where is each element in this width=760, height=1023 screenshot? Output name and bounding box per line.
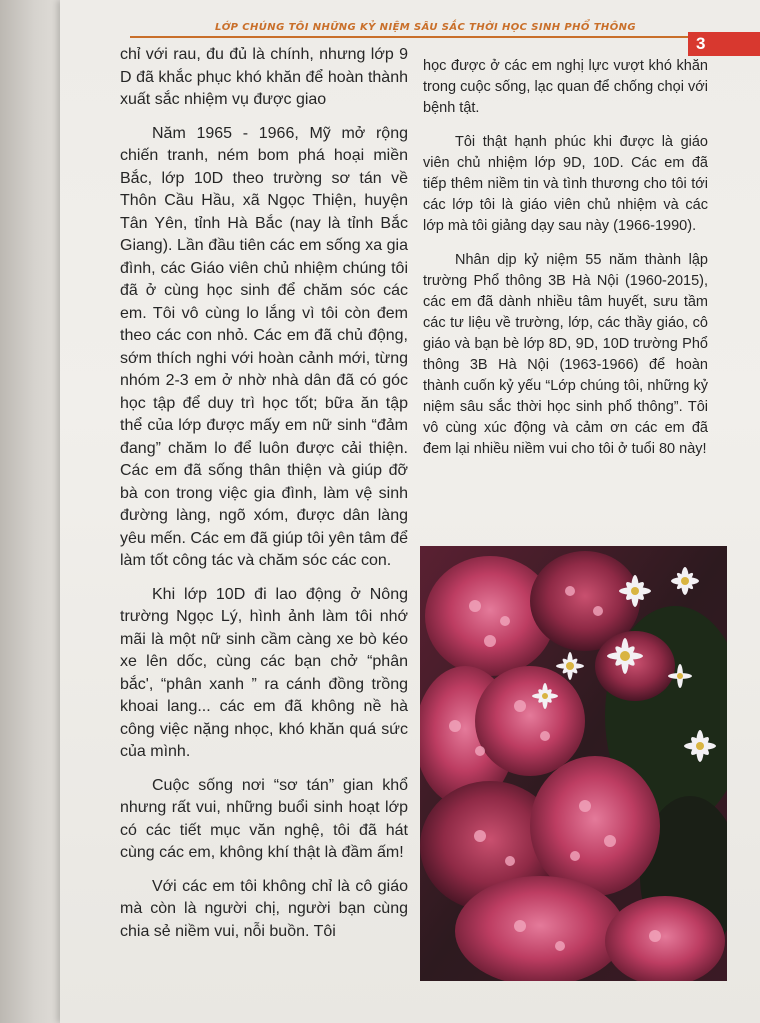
paragraph: Nhân dịp kỷ niệm 55 năm thành lập trường Phổ thông 3B Hà Nội (1960-2015), các em đã dành nhiều tâm huyết, sưu tầm các tư liệu về trường, lớp, các thầy giáo, cô giáo và bạn bè lớp 8D, 9D, 10D trường Phổ thông 3B Hà Nội (1963-1966) để hoàn thành cuốn kỷ yếu “Lớp chúng tôi, những kỷ niệm sâu sắc thời học sinh phổ thông”. Tôi vô cùng xúc động và cảm ơn các em đã đem lại nhiều niềm vui cho tôi ở tuổi 80 này! bbox=[423, 252, 708, 457]
paragraph: học được ở các em nghị lực vượt khó khăn trong cuộc sống, lạc quan để chống chọi với bệnh tật. bbox=[423, 58, 708, 116]
header-rule bbox=[130, 36, 690, 38]
paragraph: Với các em tôi không chỉ là cô giáo mà còn là người chị, người bạn cùng chia sẻ niềm vui, nỗi buồn. Tôi bbox=[120, 877, 408, 940]
paragraph: Cuộc sống nơi “sơ tán” gian khổ nhưng rất vui, những buổi sinh hoạt lớp có các tiết mục văn nghệ, tôi đã hát cùng các em, không khí thật là đầm ấm! bbox=[120, 776, 408, 861]
running-title: LỚP CHÚNG TÔI NHỮNG KỶ NIỆM SÂU SẮC THỜI HỌC SINH PHỔ THÔNG bbox=[215, 22, 636, 33]
paragraph: Tôi thật hạnh phúc khi được là giáo viên chủ nhiệm lớp 9D, 10D. Các em đã tiếp thêm niềm tin và tình thương cho tôi tới các lớp tôi là giáo viên chủ nhiệm và các lớp mà tôi giảng dạy sau này (1966-1990). bbox=[423, 134, 708, 234]
page-number-badge: 3 bbox=[688, 32, 760, 56]
right-text-column bbox=[423, 56, 708, 473]
flower-photo bbox=[420, 546, 727, 981]
left-text-column bbox=[120, 44, 408, 954]
paragraph: Năm 1965 - 1966, Mỹ mở rộng chiến tranh, ném bom phá hoại miền Bắc, lớp 10D theo trường sơ tán về Thôn Cầu Hầu, xã Ngọc Thiện, huyện Tân Yên, tỉnh Hà Bắc (nay là tỉnh Bắc Giang). Lần đầu tiên các em sống xa gia đình, các Giáo viên chủ nhiệm chúng tôi đã ở cùng học sinh để chăm sóc các em. Tôi vô cùng lo lắng vì tôi còn đem theo các con nhỏ. Các em đã chủ động, sớm thích nghi với hoàn cảnh mới, từng nhóm 2-3 em ở nhờ nhà dân đã có góc học tập để duy trì học tốt; bữa ăn tập thể của lớp được mấy em nữ sinh “đảm đang” chăm lo để luôn được cải thiện. Các em đã sống thân thiện và giúp đỡ bà con trong việc gia đình, làm vệ sinh đường làng, ngõ xóm, được dân làng yêu mến. Các em đã giúp tôi yên tâm để làm tốt công tác và chăm sóc các con. bbox=[120, 124, 408, 569]
flower-photo-illustration bbox=[420, 546, 727, 981]
paragraph: chỉ với rau, đu đủ là chính, nhưng lớp 9 D đã khắc phục khó khăn để hoàn thành xuất sắc nhiệm vụ được giao bbox=[120, 46, 408, 108]
paragraph: Khi lớp 10D đi lao động ở Nông trường Ngọc Lý, hình ảnh làm tôi nhớ mãi là một nữ sinh cầm càng xe bò kéo xe lên dốc, cùng các bạn chở “phân bắc', “phân xanh ” ra cánh đồng trồng khoai lang... các em đã không nề hà công việc nặng nhọc, khó khăn quá sức của mình. bbox=[120, 585, 408, 760]
